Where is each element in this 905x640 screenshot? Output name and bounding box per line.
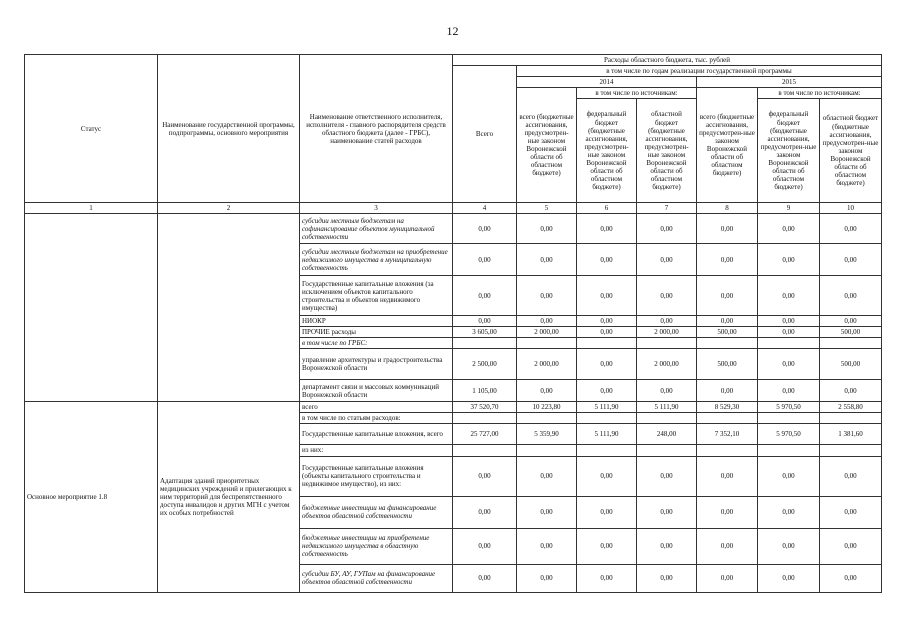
value-cell: [758, 338, 820, 349]
value-cell: 0,00: [697, 496, 758, 528]
value-cell: 25 727,00: [453, 424, 517, 445]
value-cell: 0,00: [697, 244, 758, 276]
value-cell: 500,00: [697, 349, 758, 380]
header-program-name: Наименование государственной программы, подпрограммы, основного мероприятия: [158, 55, 300, 203]
value-cell: [758, 445, 820, 456]
value-cell: 0,00: [820, 380, 882, 402]
value-cell: [697, 445, 758, 456]
value-cell: 0,00: [453, 456, 517, 496]
row-label: из них:: [300, 445, 453, 456]
value-cell: 0,00: [517, 380, 577, 402]
row-label: всего: [300, 402, 453, 413]
value-cell: 0,00: [697, 456, 758, 496]
value-cell: [820, 413, 882, 424]
value-cell: 0,00: [637, 244, 697, 276]
value-cell: 0,00: [637, 456, 697, 496]
value-cell: [453, 445, 517, 456]
value-cell: 500,00: [820, 349, 882, 380]
value-cell: [820, 338, 882, 349]
value-cell: 0,00: [758, 456, 820, 496]
value-cell: 0,00: [820, 496, 882, 528]
value-cell: 0,00: [758, 564, 820, 592]
header-2014-regional: областной бюджет (бюджетные ассигнования, предусмотрен-ные законом Воронежской области об областном бюджете): [637, 99, 697, 203]
row-label: бюджетные инвестиции на приобретение недвижимого имущества в областную собственность: [300, 528, 453, 564]
value-cell: 0,00: [577, 327, 637, 338]
col-number: 8: [697, 203, 758, 214]
header-status: Статус: [25, 55, 158, 203]
row-label: НИОКР: [300, 316, 453, 327]
value-cell: 0,00: [517, 214, 577, 244]
row-label: бюджетные инвестиции на финансирование объектов областной собственности: [300, 496, 453, 528]
header-2014-by-sources: в том числе по источникам:: [577, 88, 697, 99]
col-number: 2: [158, 203, 300, 214]
value-cell: [453, 338, 517, 349]
value-cell: 500,00: [697, 327, 758, 338]
value-cell: 2 500,00: [453, 349, 517, 380]
header-2014-federal: федеральный бюджет (бюджетные ассигнования, предусмотрен-ные законом Воронежской области об областном бюджете): [577, 99, 637, 203]
value-cell: 5 111,90: [577, 424, 637, 445]
measure-name: Адаптация зданий приоритетных медицинских учреждений и прилегающих к ним территорий для беспрепятственного доступа инвалидов и других МГН с учетом их особых потребностей: [158, 402, 300, 592]
value-cell: 0,00: [637, 276, 697, 316]
value-cell: 3 605,00: [453, 327, 517, 338]
value-cell: 0,00: [453, 564, 517, 592]
header-year-2015: 2015: [697, 77, 882, 88]
value-cell: [637, 413, 697, 424]
value-cell: 37 520,70: [453, 402, 517, 413]
value-cell: 7 352,10: [697, 424, 758, 445]
value-cell: 0,00: [820, 316, 882, 327]
value-cell: 500,00: [820, 327, 882, 338]
program-cell-empty: [158, 214, 300, 402]
value-cell: 2 000,00: [637, 349, 697, 380]
value-cell: 0,00: [758, 349, 820, 380]
value-cell: 0,00: [453, 276, 517, 316]
value-cell: 0,00: [453, 244, 517, 276]
value-cell: 0,00: [577, 244, 637, 276]
value-cell: 0,00: [820, 528, 882, 564]
value-cell: [637, 338, 697, 349]
value-cell: [577, 413, 637, 424]
header-executor: Наименование ответственного исполнителя, исполнителя - главного распорядителя средств областного бюджета (далее - ГРБС), наименование статей расходов: [300, 55, 453, 203]
value-cell: [577, 338, 637, 349]
value-cell: 0,00: [577, 214, 637, 244]
value-cell: 0,00: [820, 214, 882, 244]
value-cell: 0,00: [758, 316, 820, 327]
value-cell: [697, 413, 758, 424]
row-label: Государственные капитальные вложения (объекты капитального строительства и недвижимое имущество), из них:: [300, 456, 453, 496]
value-cell: 0,00: [517, 244, 577, 276]
value-cell: 0,00: [577, 564, 637, 592]
value-cell: 10 223,80: [517, 402, 577, 413]
value-cell: 0,00: [637, 214, 697, 244]
value-cell: 0,00: [577, 528, 637, 564]
status-cell-empty: [25, 214, 158, 402]
value-cell: 248,00: [637, 424, 697, 445]
value-cell: [820, 445, 882, 456]
header-2015-regional: областной бюджет (бюджетные ассигнования, предусмотрен-ные законом Воронежской области об областном бюджете): [820, 99, 882, 203]
value-cell: 5 970,50: [758, 424, 820, 445]
value-cell: 0,00: [758, 496, 820, 528]
value-cell: [637, 445, 697, 456]
value-cell: 0,00: [577, 380, 637, 402]
value-cell: [758, 413, 820, 424]
value-cell: 0,00: [758, 214, 820, 244]
row-label: управление архитектуры и градостроительства Воронежской области: [300, 349, 453, 380]
value-cell: 0,00: [577, 316, 637, 327]
value-cell: 0,00: [517, 276, 577, 316]
value-cell: 5 359,90: [517, 424, 577, 445]
header-expenses: Расходы областного бюджета, тыс. рублей: [453, 55, 882, 66]
value-cell: [517, 445, 577, 456]
table-row: [25, 402, 882, 413]
col-number: 4: [453, 203, 517, 214]
value-cell: 0,00: [637, 316, 697, 327]
value-cell: 8 529,30: [697, 402, 758, 413]
header-2015-by-sources: в том числе по источникам:: [758, 88, 882, 99]
budget-table: [24, 54, 882, 593]
value-cell: 0,00: [637, 528, 697, 564]
row-label: в том числе по ГРБС:: [300, 338, 453, 349]
col-number: 1: [25, 203, 158, 214]
value-cell: 1 105,00: [453, 380, 517, 402]
row-label: в том числе по статьям расходов:: [300, 413, 453, 424]
value-cell: 0,00: [820, 564, 882, 592]
col-number: 3: [300, 203, 453, 214]
value-cell: [577, 445, 637, 456]
col-number: 5: [517, 203, 577, 214]
row-label: ПРОЧИЕ расходы: [300, 327, 453, 338]
value-cell: 0,00: [577, 276, 637, 316]
value-cell: 0,00: [697, 380, 758, 402]
row-label: субсидии местным бюджетам на софинансирование объектов муниципальной собственности: [300, 214, 453, 244]
value-cell: 0,00: [637, 564, 697, 592]
value-cell: 0,00: [577, 349, 637, 380]
value-cell: 0,00: [517, 528, 577, 564]
value-cell: 0,00: [697, 276, 758, 316]
row-label: Государственные капитальные вложения (за исключением объектов капитального строительства и объектов недвижимого имущества): [300, 276, 453, 316]
value-cell: 0,00: [453, 316, 517, 327]
value-cell: [517, 413, 577, 424]
row-label: Государственные капитальные вложения, всего: [300, 424, 453, 445]
value-cell: 0,00: [820, 456, 882, 496]
value-cell: 0,00: [453, 496, 517, 528]
col-number: 9: [758, 203, 820, 214]
header-2014-total: всего (бюджетные ассигнования, предусмотрен-ные законом Воронежской области об областном бюджете): [517, 88, 577, 203]
value-cell: 0,00: [820, 276, 882, 316]
value-cell: 0,00: [577, 496, 637, 528]
header-year-2014: 2014: [517, 77, 697, 88]
value-cell: [517, 338, 577, 349]
col-number: 6: [577, 203, 637, 214]
header-2015-total: всего (бюджетные ассигнования, предусмотрен-ные законом Воронежской области об областном бюджете): [697, 88, 758, 203]
value-cell: 0,00: [758, 380, 820, 402]
header-total: Всего: [453, 66, 517, 203]
value-cell: 0,00: [637, 380, 697, 402]
value-cell: 0,00: [697, 214, 758, 244]
value-cell: 5 111,90: [637, 402, 697, 413]
value-cell: 1 381,60: [820, 424, 882, 445]
measure-status: Основное мероприятие 1.8: [25, 402, 158, 592]
row-label: субсидии местным бюджетам на приобретение недвижимого имущества в муниципальную собственность: [300, 244, 453, 276]
value-cell: 0,00: [697, 528, 758, 564]
value-cell: 0,00: [517, 496, 577, 528]
value-cell: 0,00: [758, 528, 820, 564]
value-cell: 0,00: [517, 456, 577, 496]
value-cell: 0,00: [517, 316, 577, 327]
table-row: [25, 214, 882, 244]
value-cell: 0,00: [758, 327, 820, 338]
page-number: 12: [446, 24, 459, 38]
value-cell: 0,00: [758, 244, 820, 276]
value-cell: 2 000,00: [517, 327, 577, 338]
header-by-years: в том числе по годам реализации государственной программы: [517, 66, 882, 77]
value-cell: 5 111,90: [577, 402, 637, 413]
col-number: 7: [637, 203, 697, 214]
value-cell: 0,00: [697, 564, 758, 592]
row-label: департамент связи и массовых коммуникаций Воронежской области: [300, 380, 453, 402]
value-cell: 0,00: [453, 214, 517, 244]
value-cell: 2 000,00: [637, 327, 697, 338]
value-cell: 2 000,00: [517, 349, 577, 380]
value-cell: 0,00: [517, 564, 577, 592]
value-cell: 0,00: [637, 496, 697, 528]
value-cell: [697, 338, 758, 349]
value-cell: 0,00: [697, 316, 758, 327]
value-cell: 0,00: [820, 244, 882, 276]
col-number: 10: [820, 203, 882, 214]
row-label: субсидии БУ, АУ, ГУПам на финансирование объектов областной собственности: [300, 564, 453, 592]
value-cell: [453, 413, 517, 424]
header-2015-federal: федеральный бюджет (бюджетные ассигнования, предусмотрен-ные законом Воронежской области об областном бюджете): [758, 99, 820, 203]
value-cell: 2 558,80: [820, 402, 882, 413]
value-cell: 5 970,50: [758, 402, 820, 413]
value-cell: 0,00: [758, 276, 820, 316]
value-cell: 0,00: [453, 528, 517, 564]
value-cell: 0,00: [577, 456, 637, 496]
